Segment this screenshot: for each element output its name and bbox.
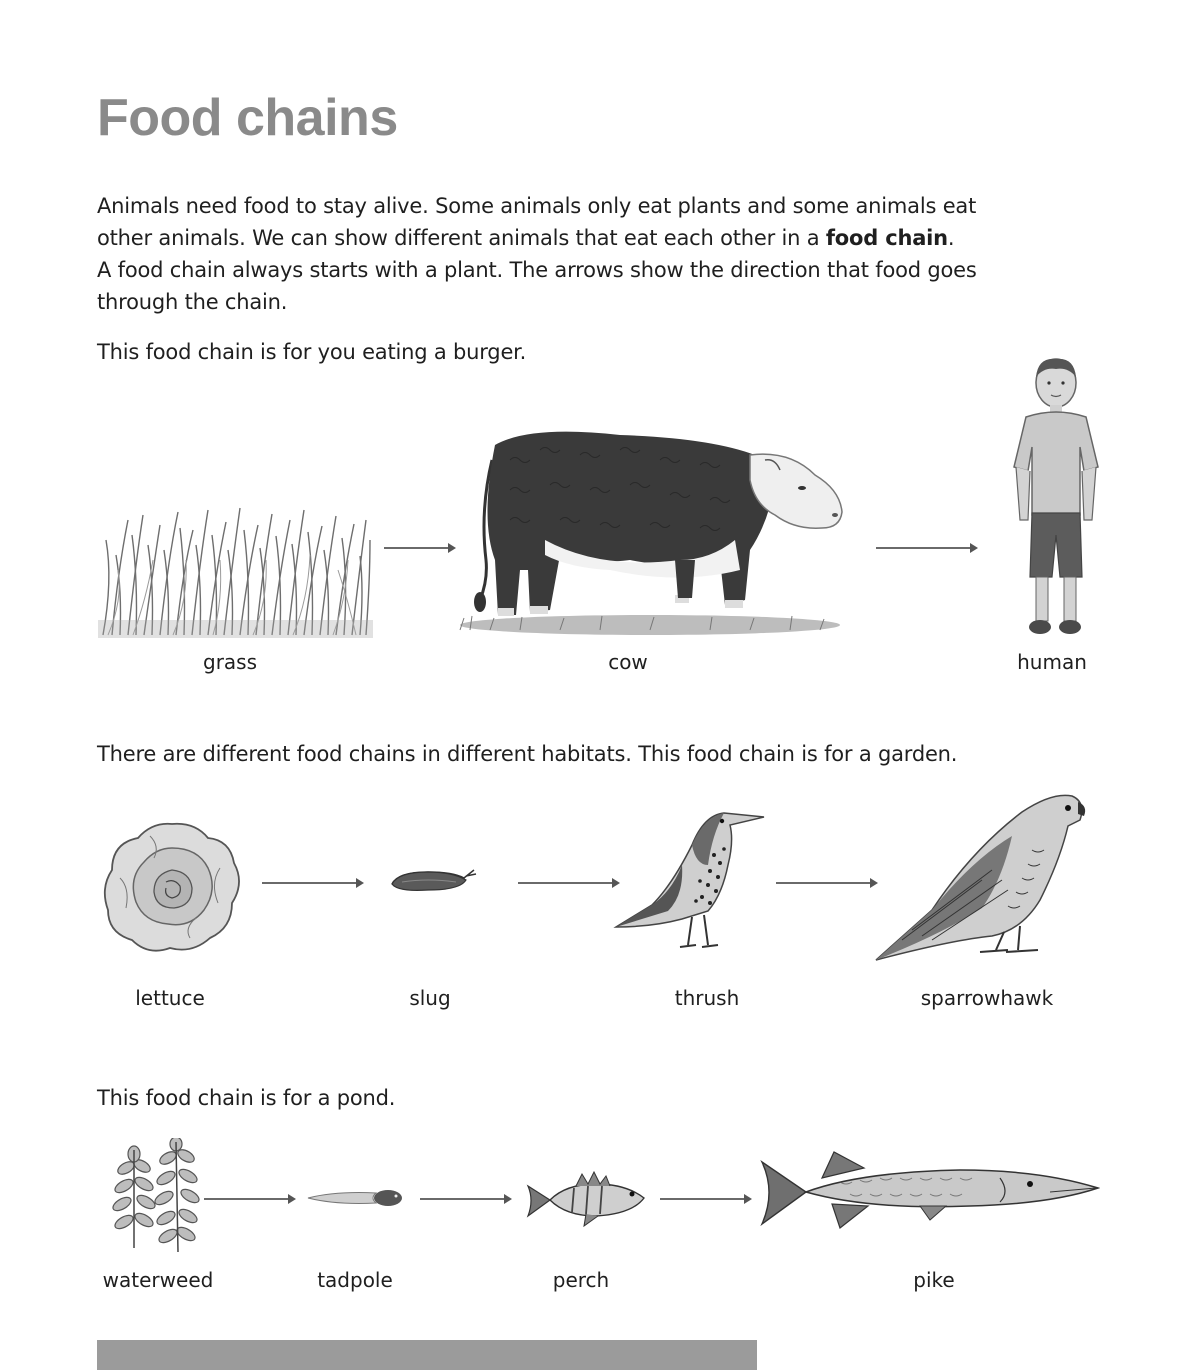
arrow-waterweed-to-tadpole xyxy=(204,1191,296,1207)
tadpole-illustration xyxy=(306,1185,406,1211)
label-perch: perch xyxy=(552,1268,610,1292)
grass-illustration xyxy=(98,500,373,640)
label-lettuce: lettuce xyxy=(135,986,205,1010)
label-human: human xyxy=(1017,650,1087,674)
arrow-lettuce-to-slug xyxy=(262,875,364,891)
label-slug: slug xyxy=(409,986,451,1010)
label-tadpole: tadpole xyxy=(317,1268,393,1292)
sparrowhawk-illustration xyxy=(872,790,1092,965)
arrow-perch-to-pike xyxy=(660,1191,752,1207)
waterweed-illustration xyxy=(108,1138,208,1256)
label-sparrowhawk: sparrowhawk xyxy=(920,986,1054,1010)
pike-illustration xyxy=(760,1148,1100,1244)
label-waterweed: waterweed xyxy=(102,1268,214,1292)
arrow-thrush-to-sparrowhawk xyxy=(776,875,878,891)
food-chain-term: food chain xyxy=(825,226,948,250)
label-thrush: thrush xyxy=(674,986,740,1010)
intro-line-2-end: . xyxy=(947,226,955,250)
burger-caption: This food chain is for you eating a burger. xyxy=(97,340,527,364)
page-title: Food chains xyxy=(97,89,398,147)
arrow-slug-to-thrush xyxy=(518,875,620,891)
thrush-illustration xyxy=(612,805,772,955)
intro-paragraph xyxy=(97,190,977,318)
label-pike: pike xyxy=(913,1268,955,1292)
arrow-grass-to-cow xyxy=(384,540,456,556)
intro-line-3: A food chain always starts with a plant. The arrows show the direction that food goes xyxy=(97,258,977,282)
slug-illustration xyxy=(388,862,478,898)
lettuce-illustration xyxy=(100,818,245,958)
arrow-cow-to-human xyxy=(876,540,978,556)
intro-line-2 xyxy=(97,222,977,254)
intro-line-4: through the chain. xyxy=(97,290,288,314)
garden-caption: There are different food chains in different habitats. This food chain is for a garden. xyxy=(97,742,958,766)
intro-line-2-text: other animals. We can show different animals that eat each other in a xyxy=(97,226,826,250)
section-header-bar xyxy=(97,1340,757,1370)
pond-caption: This food chain is for a pond. xyxy=(97,1086,396,1110)
arrow-tadpole-to-perch xyxy=(420,1191,512,1207)
perch-illustration xyxy=(526,1170,648,1230)
label-grass: grass xyxy=(202,650,258,674)
cow-illustration xyxy=(450,420,850,640)
human-illustration xyxy=(1008,355,1103,640)
intro-line-1: Animals need food to stay alive. Some animals only eat plants and some animals eat xyxy=(97,194,977,218)
label-cow: cow xyxy=(608,650,648,674)
